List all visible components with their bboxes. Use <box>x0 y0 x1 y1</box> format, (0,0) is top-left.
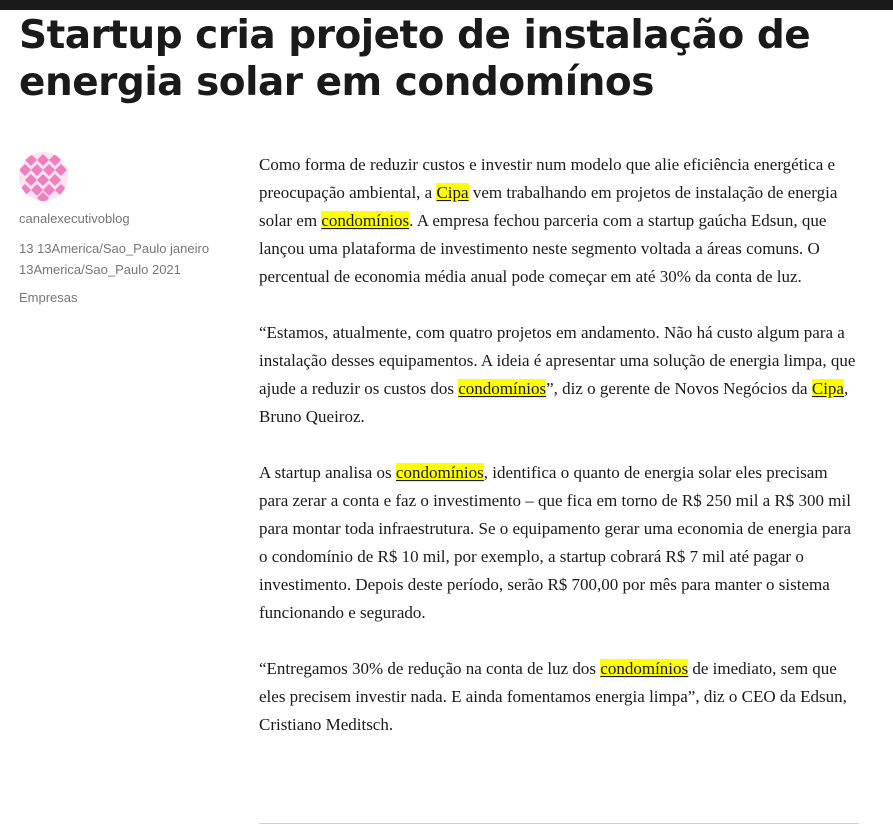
text-span: “Entregamos 30% de redução na conta de luz dos <box>259 659 601 678</box>
search-highlight: Cipa <box>436 183 469 202</box>
text-span: . A empresa fechou parceria com a startup gaúcha Edsun, que lançou uma plataforma de investimento neste segmento voltada a áreas comuns. O percentual de economia média anual pode começar em até 30% da conta de luz. <box>259 211 827 286</box>
article-content <box>259 151 859 767</box>
text-span: ”, diz o gerente de Novos Negócios da <box>546 379 812 398</box>
paragraph-1 <box>259 151 859 291</box>
text-span: , identifica o quanto de energia solar eles precisam para zerar a conta e faz o investimento – que fica em torno de R$ 250 mil a R$ 300 mil para montar toda infraestrutura. Se o equipamento gerar uma economia de energia para o condomínio de R$ 10 mil, por exemplo, a startup cobrará R$ 7 mil até pagar o investimento. Depois deste período, serão R$ 700,00 por mês para manter o sistema funcionando e segurado. <box>259 463 852 622</box>
paragraph-3 <box>259 459 859 627</box>
paragraph-4 <box>259 655 859 739</box>
post-date-link[interactable]: 13 13America/Sao_Paulo janeiro 13America/Sao_Paulo 2021 <box>19 241 210 277</box>
text-span: A startup analisa os <box>259 463 396 482</box>
author-link[interactable]: canalexecutivoblog <box>19 211 130 226</box>
search-highlight: condomínios <box>600 659 689 678</box>
text-span: , Bruno Queiroz. <box>259 379 849 426</box>
article-title: Startup cria projeto de instalação de energia solar em condomínos <box>19 13 811 105</box>
top-bar <box>0 0 893 10</box>
text-span: Como forma de reduzir custos e investir num modelo que alie eficiência energética e preocupação ambiental, a <box>259 155 836 202</box>
text-span: “Estamos, atualmente, com quatro projetos em andamento. Não há custo algum para a instalação desses equipamentos. A ideia é apresentar uma solução de energia limpa, que ajude a reduzir os custos dos <box>259 323 856 398</box>
search-highlight: condomínios <box>321 211 410 230</box>
identicon-avatar-icon <box>19 152 68 201</box>
entry-meta <box>19 152 229 308</box>
paragraph-2 <box>259 319 859 431</box>
search-highlight: condomínios <box>458 379 547 398</box>
text-span: vem trabalhando em projetos de instalação de energia solar em <box>259 183 838 230</box>
search-highlight: Cipa <box>811 379 844 398</box>
category-link[interactable]: Empresas <box>19 290 78 305</box>
author-avatar-link[interactable] <box>19 152 229 201</box>
search-highlight: condomínios <box>395 463 484 482</box>
text-span: de imediato, sem que eles precisem investir nada. E ainda fomentamos energia limpa”, diz o CEO da Edsun, Cristiano Meditsch. <box>259 659 847 734</box>
content-divider <box>259 823 859 824</box>
